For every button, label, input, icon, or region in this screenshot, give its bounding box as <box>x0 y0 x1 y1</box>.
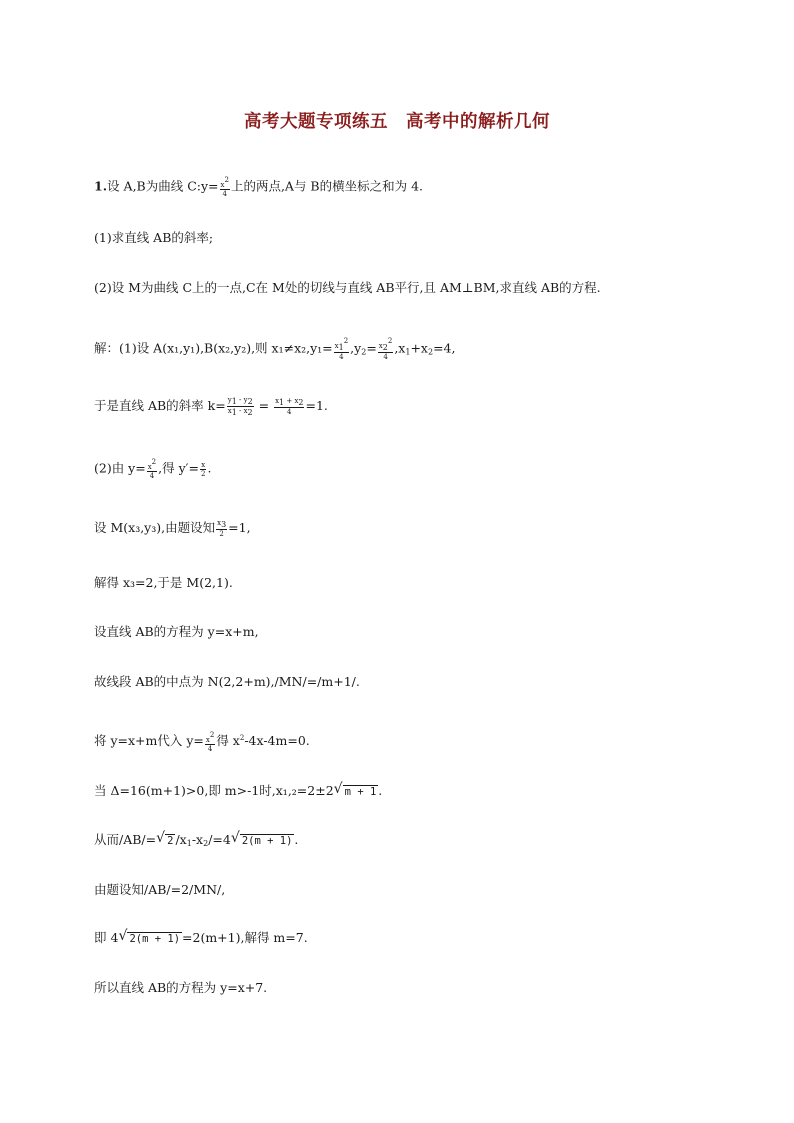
solution-text-9: 当 Δ=16(m+1)>0,即 m>-1时,x₁,₂=2±2 <box>94 783 334 798</box>
fraction-x-over-2: $\frac{x}{2}$ <box>200 460 206 478</box>
fraction-x2sq-over-4: $\frac{x_2^2}{4}$ <box>378 337 393 361</box>
page-title: 高考大题专项练五 高考中的解析几何 <box>244 112 550 132</box>
question-1: (1)求直线 AB的斜率; <box>94 230 214 245</box>
sqrt-2-m-plus-1-b: √ 2(m + 1) <box>118 928 181 945</box>
solution-line-11: 由题设知/AB/=2/MN/, <box>94 882 226 897</box>
solution-text-2: 于是直线 AB的斜率 k= <box>94 398 226 413</box>
solution-line-10: 从而/AB/= √ 2 $/x_1-x_2/=4$ √ 2(m + 1) . <box>94 830 299 848</box>
solution-line-7: 故线段 AB的中点为 N(2,2+m),/MN/=/m+1/. <box>94 674 360 689</box>
fraction-x2-over-4-c: $\frac{x^2}{4}$ <box>205 730 215 753</box>
fraction-x3-over-2: $\frac{x_3}{2}$ <box>217 519 227 538</box>
solution-line-12: 即 4 √ 2(m + 1) =2(m+1),解得 m=7. <box>94 928 308 945</box>
solution-line-9: 当 Δ=16(m+1)>0,即 m>-1时,x₁,₂=2±2 √ m + 1 . <box>94 781 383 798</box>
solution-text-10: 从而/AB/= <box>94 832 157 847</box>
fraction-dy-over-dx: $\frac{y_1 - y_2}{x_1 - x_2}$ <box>227 396 253 417</box>
question-2: (2)设 M为曲线 C上的一点,C在 M处的切线与直线 AB平行,且 AM⊥BM,求直线 AB的方程. <box>94 280 601 295</box>
stem-text-b: 上的两点,A与 B的横坐标之和为 4. <box>230 178 423 194</box>
fraction-sum-over-4: $\frac{x_1 + x_2}{4}$ <box>275 397 304 416</box>
solution-line-3: (2)由 y= $\frac{x^2}{4}$ ,得 y′= $\frac{x}{2}$ . <box>94 458 212 480</box>
solution-text-1: 解：(1)设 A(x₁,y₁),B(x₂,y₂),则 x₁≠x₂,y₁= <box>94 340 333 356</box>
solution-line-1: 解：(1)设 A(x₁,y₁),B(x₂,y₂),则 x₁≠x₂,y₁= $\frac{x_1^2}{4}$ $,y_2=$ $\frac{x_2^2}{4}$ $,x_1+x_2=4$, <box>94 337 456 361</box>
solution-text-12: 即 4 <box>94 930 119 945</box>
solution-line-5: 解得 x₃=2,于是 M(2,1). <box>94 575 233 590</box>
solution-text-3: (2)由 y= <box>94 460 146 476</box>
stem-text-a: 设 A,B为曲线 C:y= <box>107 178 219 194</box>
solution-text-8: 将 y=x+m代入 y= <box>94 733 204 748</box>
fraction-x1sq-over-4: $\frac{x_1^2}{4}$ <box>334 337 349 361</box>
solution-line-2: 于是直线 AB的斜率 k= $\frac{y_1 - y_2}{x_1 - x_2}$ = $\frac{x_1 + x_2}{4}$ =1. <box>94 396 328 417</box>
solution-line-8: 将 y=x+m代入 y= $\frac{x^2}{4}$ 得 $x^2-4x-4m=0$. <box>94 730 310 753</box>
sqrt-2-m-plus-1: √ 2(m + 1) <box>230 830 293 847</box>
problem-stem <box>94 176 423 198</box>
sqrt-m-plus-1: √ m + 1 <box>333 781 377 798</box>
fraction-x2-over-4-b: $\frac{x^2}{4}$ <box>147 458 157 480</box>
solution-line-6: 设直线 AB的方程为 y=x+m, <box>94 624 259 639</box>
solution-line-13: 所以直线 AB的方程为 y=x+7. <box>94 980 268 995</box>
solution-line-4: 设 M(x₃,y₃),由题设知 $\frac{x_3}{2}$ =1, <box>94 519 251 538</box>
solution-text-4: 设 M(x₃,y₃),由题设知 <box>94 520 216 535</box>
sqrt-2: √ 2 <box>156 830 174 847</box>
problem-number: 1. <box>94 178 108 194</box>
fraction-x2-over-4: $\frac{x^2}{4}$ <box>220 176 229 198</box>
